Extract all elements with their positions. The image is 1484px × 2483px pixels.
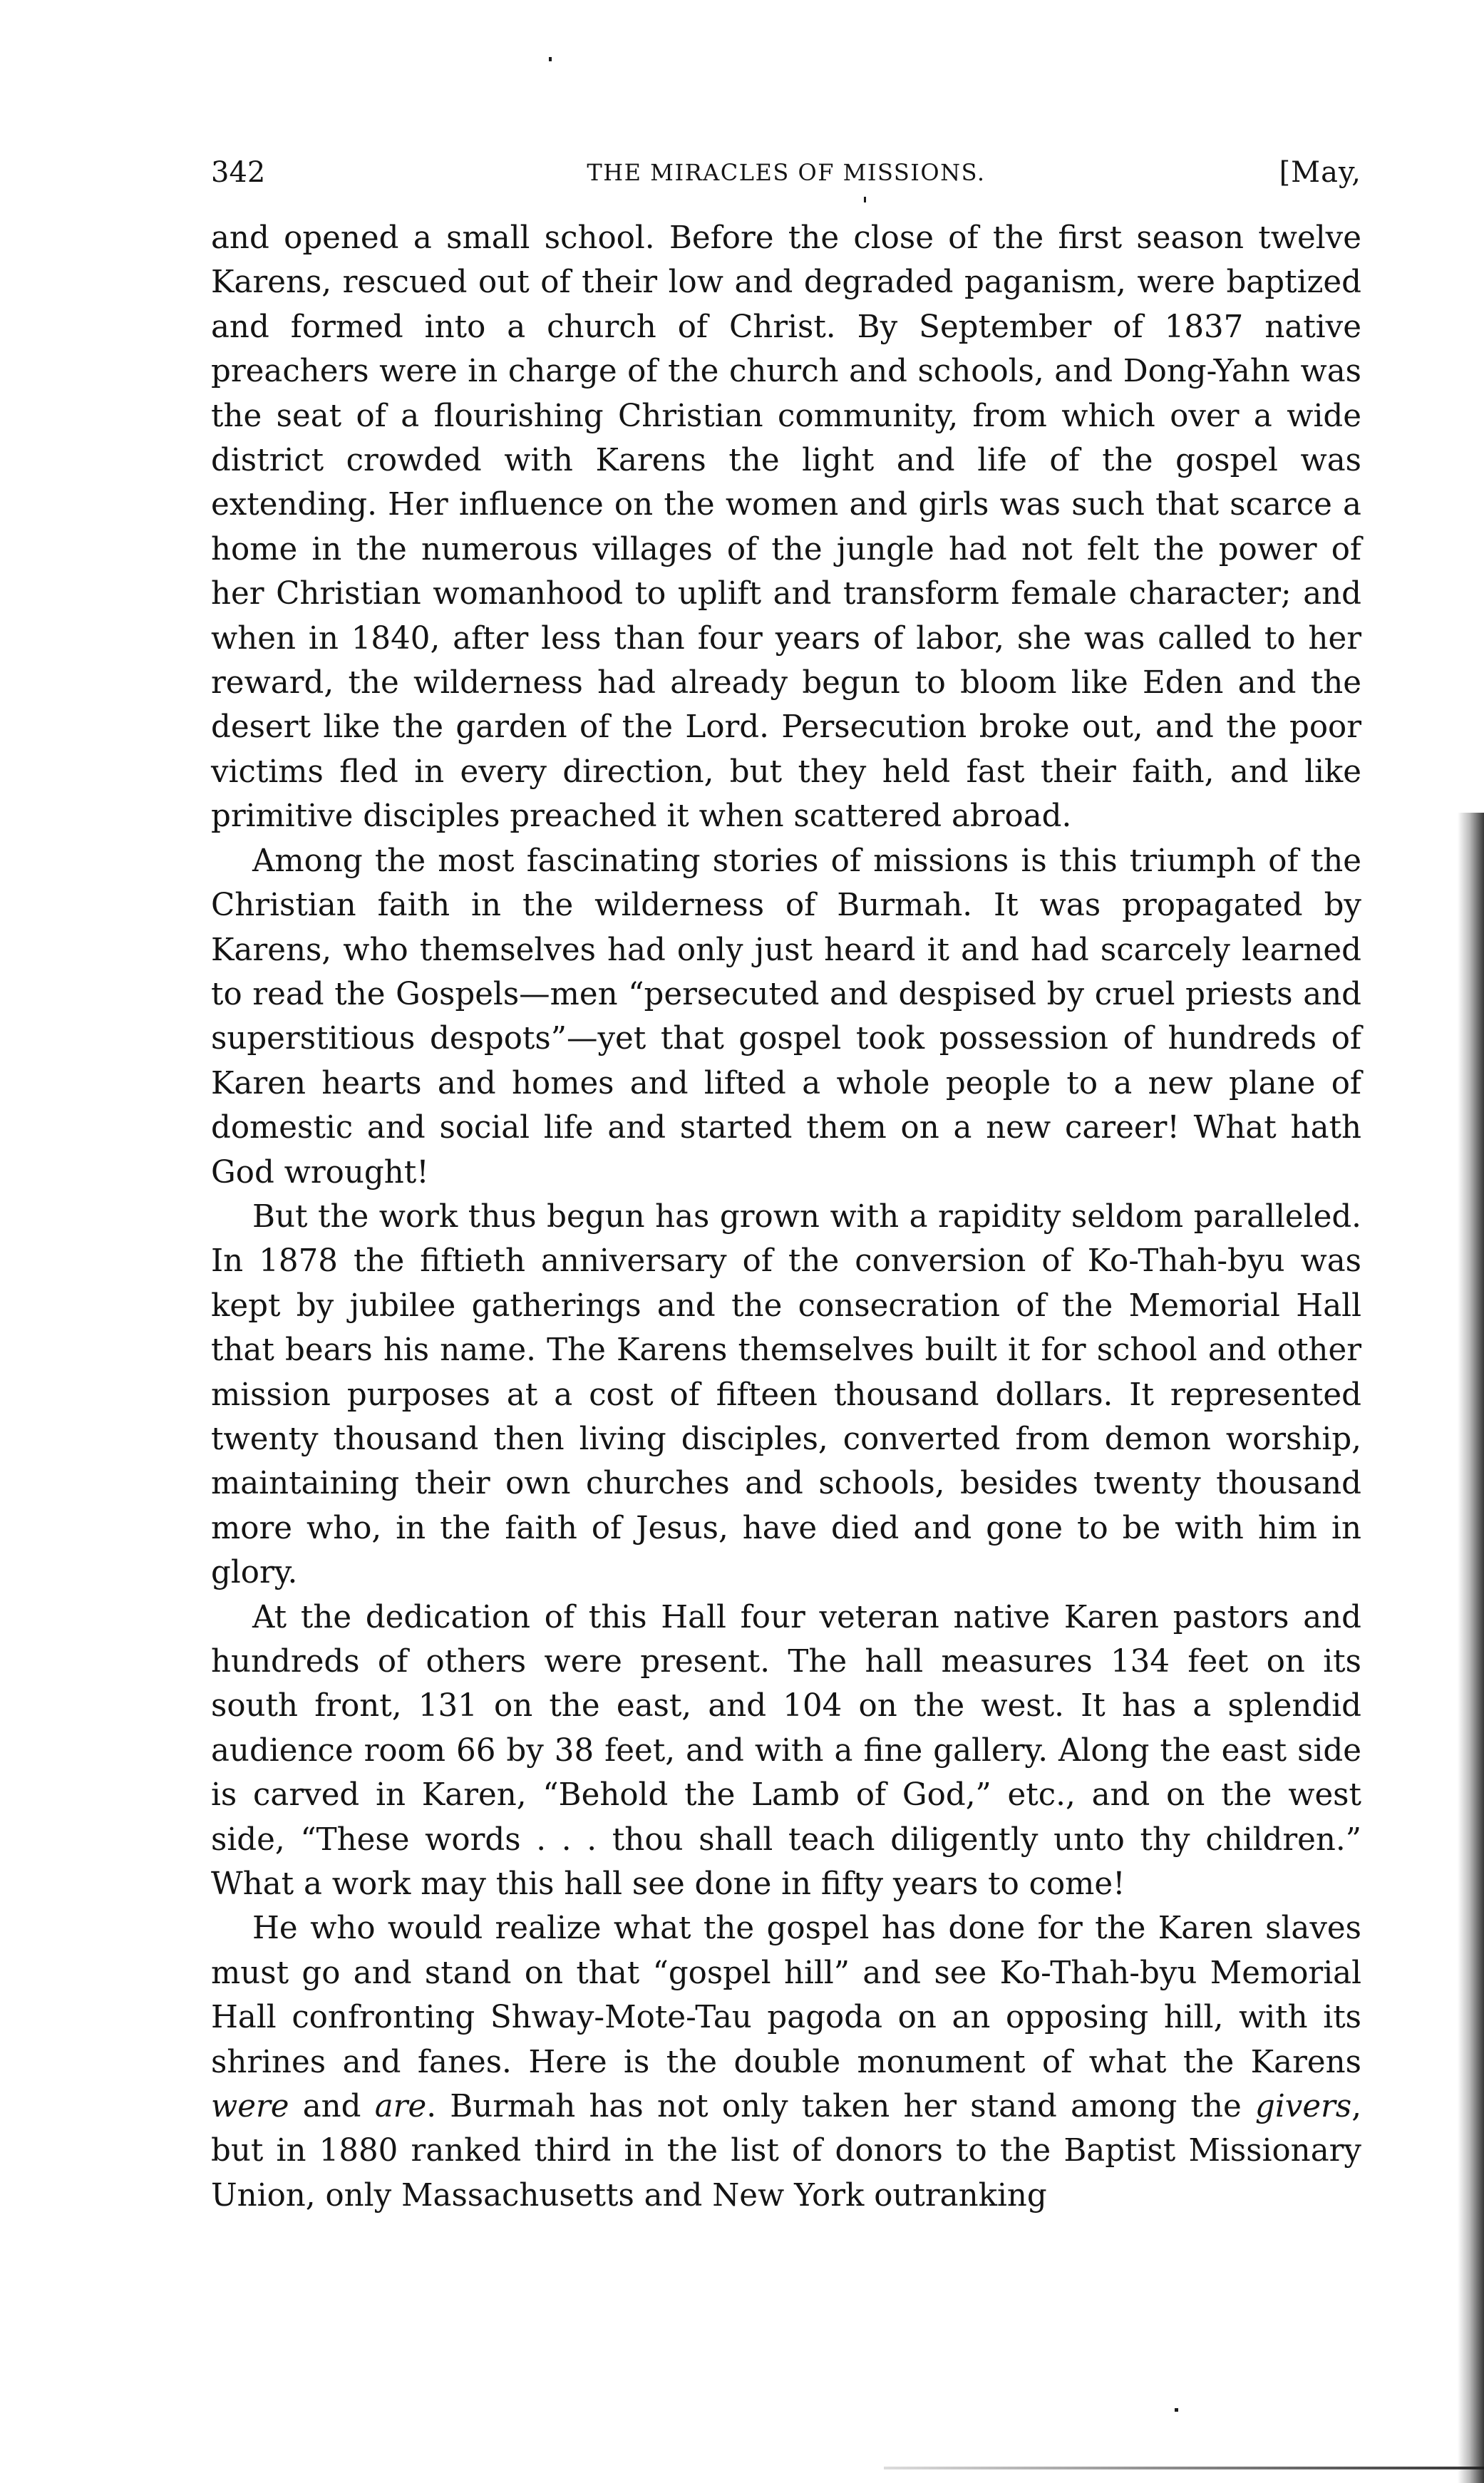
paragraph-5-part-c: and: [289, 2089, 375, 2125]
italic-were: were: [211, 2089, 289, 2125]
page-number: 342: [211, 156, 266, 189]
page-edge-shadow: [1458, 813, 1484, 2483]
paragraph-5-part-g: , but in 1880 ranked third in the list of donors to the Baptist Missionary Union, only Massachusetts and New York outranking: [211, 2089, 1362, 2214]
paragraph-3: But the work thus begun has grown with a rapidity seldom paralleled. In 1878 the fiftieth anniversary of the conversion of Ko-Thah-byu was kept by jubilee gatherings and the consecration of the Memorial Hall that bears his name. The Karens themselves built it for school and other mission purposes at a cost of fifteen thousand dollars. It represented twenty thousand then living disciples, converted from demon worship, maintaining their own churches and schools, besides twenty thousand more who, in the faith of Jesus, have died and gone to be with him in glory.: [211, 1198, 1361, 1591]
header-speck: [864, 197, 866, 202]
italic-are: are: [374, 2089, 427, 2125]
header-month: [May,: [1279, 156, 1361, 189]
paragraph-4: At the dedication of this Hall four veteran native Karen pastors and hundreds of others were present. The hall measures 134 feet on its south front, 131 on the east, and 104 on the west. It has a splendid audience room 66 by 38 feet, and with a fine gallery. Along the east side is carved in Karen, “Behold the Lamb of God,” etc., and on the west side, “These words . . . thou shall teach diligently unto thy children.” What a work may this hall see done in fifty years to come!: [211, 1599, 1361, 1903]
italic-givers: givers: [1254, 2089, 1352, 2125]
top-speck: [549, 57, 552, 61]
page-bottom-edge: [884, 2467, 1484, 2469]
paragraph-1: and opened a small school. Before the close of the first season twelve Karens, rescued out of their low and degraded paganism, were baptized and formed into a church of Christ. By September of 1837 native preachers were in charge of the church and schools, and Dong-Yahn was the seat of a flourishing Christian community, from which over a wide district crowded with Karens the light and life of the gospel was extending. Her influence on the women and girls was such that scarce a home in the numerous villages of the jungle had not felt the power of her Christian womanhood to uplift and transform female character; and when in 1840, after less than four years of labor, she was called to her reward, the wilderness had already begun to bloom like Eden and the desert like the garden of the Lord. Persecution broke out, and the poor victims fled in every direction, but they held fast their faith, and like primitive disciples preached it when scattered abroad.: [211, 220, 1361, 835]
paragraph-5-part-e: . Burmah has not only taken her stand among the: [426, 2089, 1255, 2125]
paragraph-5: [211, 1906, 1361, 2218]
bottom-speck: [1175, 2408, 1178, 2412]
paragraph-2: Among the most fascinating stories of missions is this triumph of the Christian faith in the wilderness of Burmah. It was propagated by Karens, who themselves had only just heard it and had scarcely learned to read the Gospels—men “persecuted and despised by cruel priests and superstitious despots”—yet that gospel took possession of hundreds of Karen hearts and homes and lifted a whole people to a new plane of domestic and social life and started them on a new career! What hath God wrought!: [211, 843, 1361, 1191]
running-header: [211, 151, 1361, 194]
body-text: [211, 216, 1361, 2218]
running-title: THE MIRACLES OF MISSIONS.: [587, 159, 986, 186]
paragraph-5-part-a: He who would realize what the gospel has done for the Karen slaves must go and stand on that “gospel hill” and see Ko-Thah-byu Memorial Hall confronting Shway-Mote-Tau pagoda on an opposing hill, with its shrines and fanes. Here is the double monument of what the Karens: [211, 1911, 1361, 2080]
